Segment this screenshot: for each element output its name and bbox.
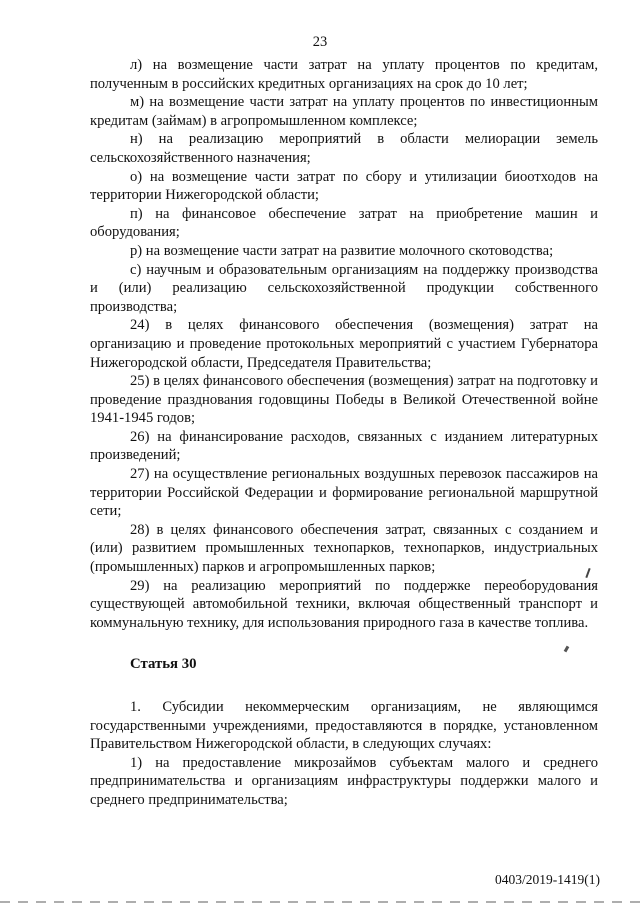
paragraph-l: л) на возмещение части затрат на уплату процентов по кредитам, полученным в российских кредитных организациях на срок до 10 лет;	[90, 57, 598, 92]
paragraph-r: р) на возмещение части затрат на развитие молочного скотоводства;	[130, 242, 554, 259]
document-body	[90, 56, 598, 810]
paragraph-28: 28) в целях финансового обеспечения затрат, связанных с созданием и (или) развитием промышленных технопарков, технопарков, индустриальных (промышленных) парков и агропромышленных парков;	[90, 521, 598, 576]
article-heading: Статья 30	[130, 656, 197, 673]
paragraph-article-30-1: 1. Субсидии некоммерческим организациям, не являющимся государственными учреждениями, предоставляются в порядке, установленном Правительством Нижегородской области, в следующих случаях:	[90, 699, 598, 753]
document-code: 0403/2019-1419(1)	[495, 872, 600, 887]
paragraph-27: 27) на осуществление региональных воздушных перевозок пассажиров на территории Российской Федерации и формирование региональной маршрутной сети;	[90, 466, 598, 520]
paragraph-o: о) на возмещение части затрат по сбору и утилизации биоотходов на территории Нижегородской области;	[90, 168, 598, 204]
scan-edge	[0, 901, 640, 903]
paragraph-m: м) на возмещение части затрат на уплату процентов по инвестиционным кредитам (займам) в агропромышленном комплексе;	[90, 94, 598, 129]
paragraph-article-30-1-1: 1) на предоставление микрозаймов субъектам малого и среднего предпринимательства и организациям инфраструктуры поддержки малого и среднего предпринимательства;	[90, 754, 598, 808]
paragraph-26: 26) на финансирование расходов, связанных с изданием литературных произведений;	[90, 428, 598, 464]
page-number: 23	[312, 34, 328, 50]
paragraph-p: п) на финансовое обеспечение затрат на приобретение машин и оборудования;	[90, 205, 598, 241]
paragraph-25: 25) в целях финансового обеспечения (возмещения) затрат на подготовку и проведение празднования годовщины Победы в Великой Отечественной войне 1941-1945 годов;	[90, 373, 598, 427]
paragraph-29: 29) на реализацию мероприятий по поддержке переоборудования существующей автомобильной техники, включая общественный транспорт и коммунальную технику, для использования природного газа в качестве топлива.	[90, 577, 598, 631]
paragraph-24: 24) в целях финансового обеспечения (возмещения) затрат на организацию и проведение протокольных мероприятий с участием Губернатора Нижегородской области, Председателя Правительства;	[90, 317, 598, 371]
paragraph-n: н) на реализацию мероприятий в области мелиорации земель сельскохозяйственного назначения;	[90, 131, 598, 166]
paragraph-s: с) научным и образовательным организациям на поддержку производства и (или) реализацию сельскохозяйственной продукции собственного производства;	[90, 261, 598, 315]
